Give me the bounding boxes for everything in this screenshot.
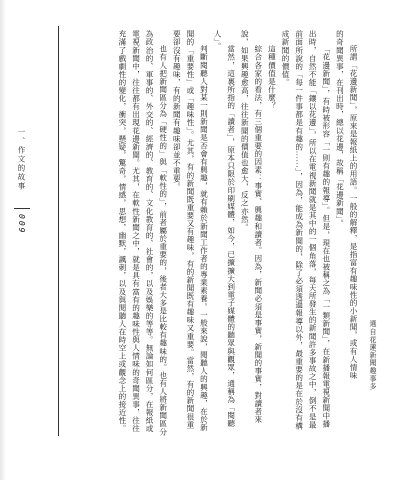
- paragraph: 所謂「花邊新聞」，原來是報紙上的用語。一般的解釋，是指富有趣味性的小新聞，或有人情味: [349, 45, 358, 380]
- scan-gutter-shadow: [0, 0, 6, 480]
- paragraph: 這種價值是什麼？: [267, 45, 277, 110]
- paragraph: 當然，這裏所指的「讀者」，原本只限於印刷媒體，如今，已擴擴大到電子媒體的聽眾與觀眾，通稱為「閱聽人」。: [213, 30, 236, 428]
- paragraph: 判斷閱聽人對某一則新聞是否會有興趣，就有賴於新聞工作者的專業素養。一般來說，閱聽人的興趣，在於新聞的「重要性」或「趣味性」。尤其，有的新聞既重要又有趣味，有的新聞既有趣味又重要。當然，有的新聞很重要卻沒有趣味，有的新聞有趣味卻並不重要。: [172, 30, 209, 432]
- page-number: 009: [17, 214, 26, 235]
- body-text: [76, 30, 360, 436]
- margin-note: 選自花蓮新聞趣事多: [369, 320, 377, 391]
- paragraph: 「花邊新聞」，有時被形容「一則有趣的報導」。但是，現在也被稱之為「一類新聞」，在新播報電視新聞中播出時，自然不能「鑲以花邊」，所以在電視新聞就是其中的一個角落，每天所發生的新聞許多事故之中，倒不是最前面所說的「每一件事都是有趣的......」，因為，能成為新聞的，除了必須透過報導以外，最重要的是在於沒有構成新聞的價值。: [281, 30, 331, 430]
- paragraph: 的奇聞異事，在刊出時，總以花邊，故稱「花邊新聞」。: [335, 30, 345, 228]
- paragraph: 也有人把新聞區分為「硬性的」與「軟性的」，前者屬於重要的，後者大多是比較有趣味的。也有人將新聞區分為政治的、軍事的、外交的、經濟的、教育的、文化教育的、社會的，以及娛樂的等等。無論如何區分，在報紙或電視新聞中，往往都有出現花邊新聞。尤其，在軟性新聞之中，就是具有富有的趣味性與人情味的奇聞異事，往往充滿了戲劇性的變化，衝突，懸疑，驚奇，情感，思想，幽默，諷刺，以及與閱聽人在時空上或觀念上的接近性。: [117, 30, 168, 436]
- header-separator: [14, 208, 30, 209]
- header-rule: [58, 26, 59, 436]
- paragraph: 綜合各家的看法，有三個重要的因素：事實、興趣和讀者。因為，新聞必須是事實，新聞的事實，對讀者來說，如果興趣愈高，往往新聞的價值也愈大，反之亦然。: [240, 30, 263, 424]
- running-header: 一、作文的故事: [17, 128, 26, 191]
